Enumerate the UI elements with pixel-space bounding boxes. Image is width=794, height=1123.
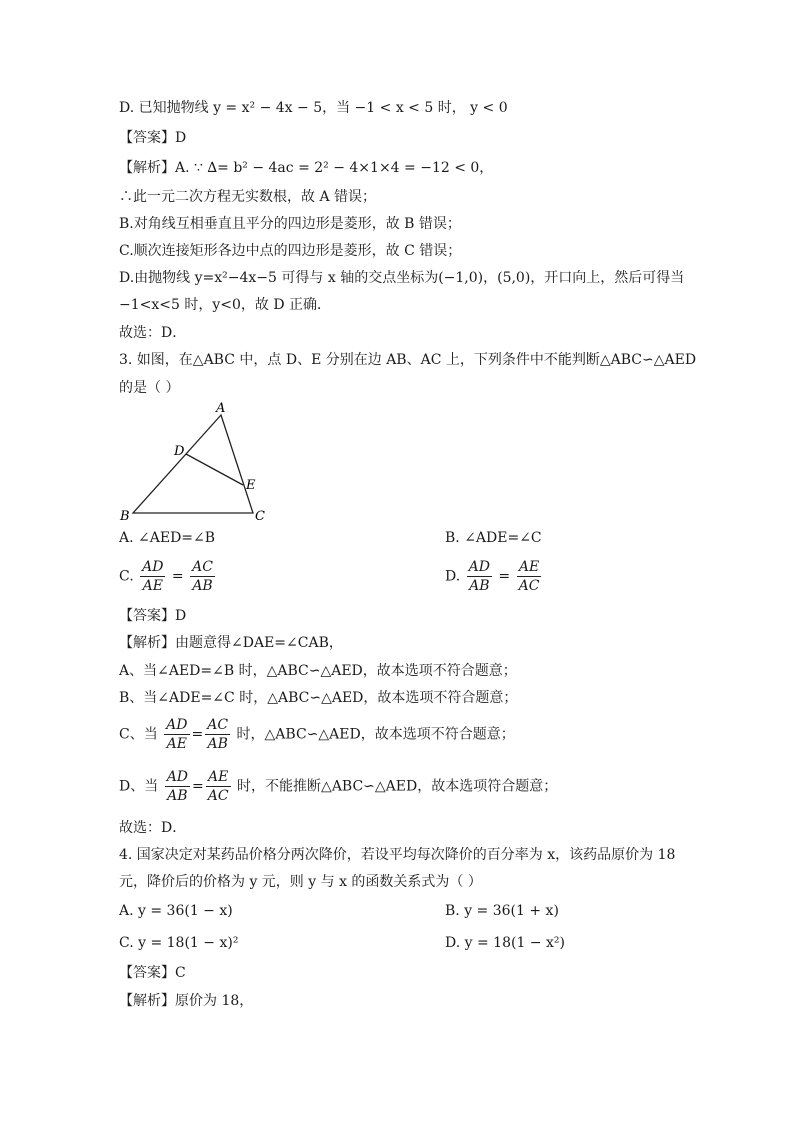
- analysis-q3-a: 【解析】由题意得∠DAE=∠CAB，: [119, 635, 343, 651]
- triangle-abc: [133, 415, 253, 513]
- label-d: D: [174, 444, 185, 459]
- q4-option-b: B. y = 36(1 + x): [445, 903, 559, 919]
- question-3-stem-cont: 的是（ ）: [119, 380, 180, 396]
- fraction-ad-ae-2: $\frac{AD}{AE}$: [166, 717, 188, 752]
- q3-option-a: A. ∠AED=∠B: [119, 530, 216, 546]
- analysis-q3-e: D、当 $\frac{AD}{AB}$ = $\frac{AE}{AC}$ 时，不能推断△ABC∽△AED，故本选项符合题意；: [119, 769, 558, 804]
- option-d-parabola: D. 已知抛物线 y = x² − 4x − 5，当 −1 < x < 5 时， y < 0: [119, 100, 508, 116]
- answer-q4: 【答案】C: [119, 965, 186, 981]
- segment-de: [186, 454, 243, 485]
- triangle-figure: [115, 398, 275, 526]
- question-4-stem-cont: 元，降价后的价格为 y 元，则 y 与 x 的函数关系式为（ ）: [119, 874, 482, 890]
- fraction-ae-ac: $\frac{AE}{AC}$: [518, 559, 540, 594]
- fraction-ad-ab: $\frac{AD}{AB}$: [468, 559, 490, 594]
- fraction-ac-ab: $\frac{AC}{AB}$: [192, 559, 213, 594]
- analysis-q3-f: 故选：D．: [119, 820, 187, 836]
- analysis-q2-c: B.对角线互相垂直且平分的四边形是菱形，故 B 错误；: [119, 216, 461, 232]
- fraction-ad-ae: $\frac{AD}{AE}$: [142, 559, 164, 594]
- q3-option-d: D. $\frac{AD}{AB}$ = $\frac{AE}{AC}$: [445, 559, 540, 594]
- q4-option-a: A. y = 36(1 − x): [119, 903, 233, 919]
- analysis-q2-e: D.由抛物线 y=x²−4x−5 可得与 x 轴的交点坐标为(−1,0)，(5,0)，开口向上，然后可得当: [119, 270, 685, 286]
- fraction-ad-ab-2: $\frac{AD}{AB}$: [166, 769, 189, 804]
- q3-option-b: B. ∠ADE=∠C: [445, 530, 542, 546]
- fraction-ae-ac-2: $\frac{AE}{AC}$: [207, 769, 229, 804]
- analysis-q3-b: A、当∠AED=∠B 时，△ABC∽△AED，故本选项不符合题意；: [119, 663, 517, 679]
- q4-option-c: C. y = 18(1 − x)²: [119, 935, 239, 951]
- analysis-q2-g: 故选：D．: [119, 325, 187, 341]
- fraction-ac-ab-2: $\frac{AC}{AB}$: [207, 717, 229, 752]
- analysis-q2-d: C.顺次连接矩形各边中点的四边形是菱形，故 C 错误；: [119, 243, 462, 259]
- question-3-stem: 3. 如图，在△ABC 中，点 D、E 分别在边 AB、AC 上，下列条件中不能判断△ABC∽△AED: [119, 352, 697, 368]
- analysis-q3-c: B、当∠ADE=∠C 时，△ABC∽△AED，故本选项不符合题意；: [119, 690, 518, 706]
- q3-option-c: C. $\frac{AD}{AE}$ = $\frac{AC}{AB}$: [119, 559, 213, 594]
- analysis-q2-f: −1<x<5 时，y<0，故 D 正确．: [119, 297, 332, 313]
- label-a: A: [216, 401, 226, 416]
- label-e: E: [246, 478, 256, 493]
- analysis-q3-d: C、当 $\frac{AD}{AE}$ = $\frac{AC}{AB}$ 时，△ABC∽△AED，故本选项不符合题意；: [119, 717, 515, 752]
- analysis-q2-a: 【解析】A. ∵ ∆= b² − 4ac = 2² − 4×1×4 = −12 < 0，: [119, 160, 494, 176]
- analysis-q4-a: 【解析】原价为 18，: [119, 993, 254, 1009]
- question-4-stem: 4. 国家决定对某药品价格分两次降价，若设平均每次降价的百分率为 x，该药品原价为 18: [119, 847, 676, 863]
- answer-q3: 【答案】D: [119, 608, 187, 624]
- answer-q2: 【答案】D: [119, 130, 187, 146]
- label-b: B: [120, 509, 130, 524]
- analysis-q2-b: ∴此一元二次方程无实数根，故 A 错误；: [119, 189, 377, 205]
- q4-option-d: D. y = 18(1 − x²): [445, 935, 565, 951]
- label-c: C: [255, 509, 265, 524]
